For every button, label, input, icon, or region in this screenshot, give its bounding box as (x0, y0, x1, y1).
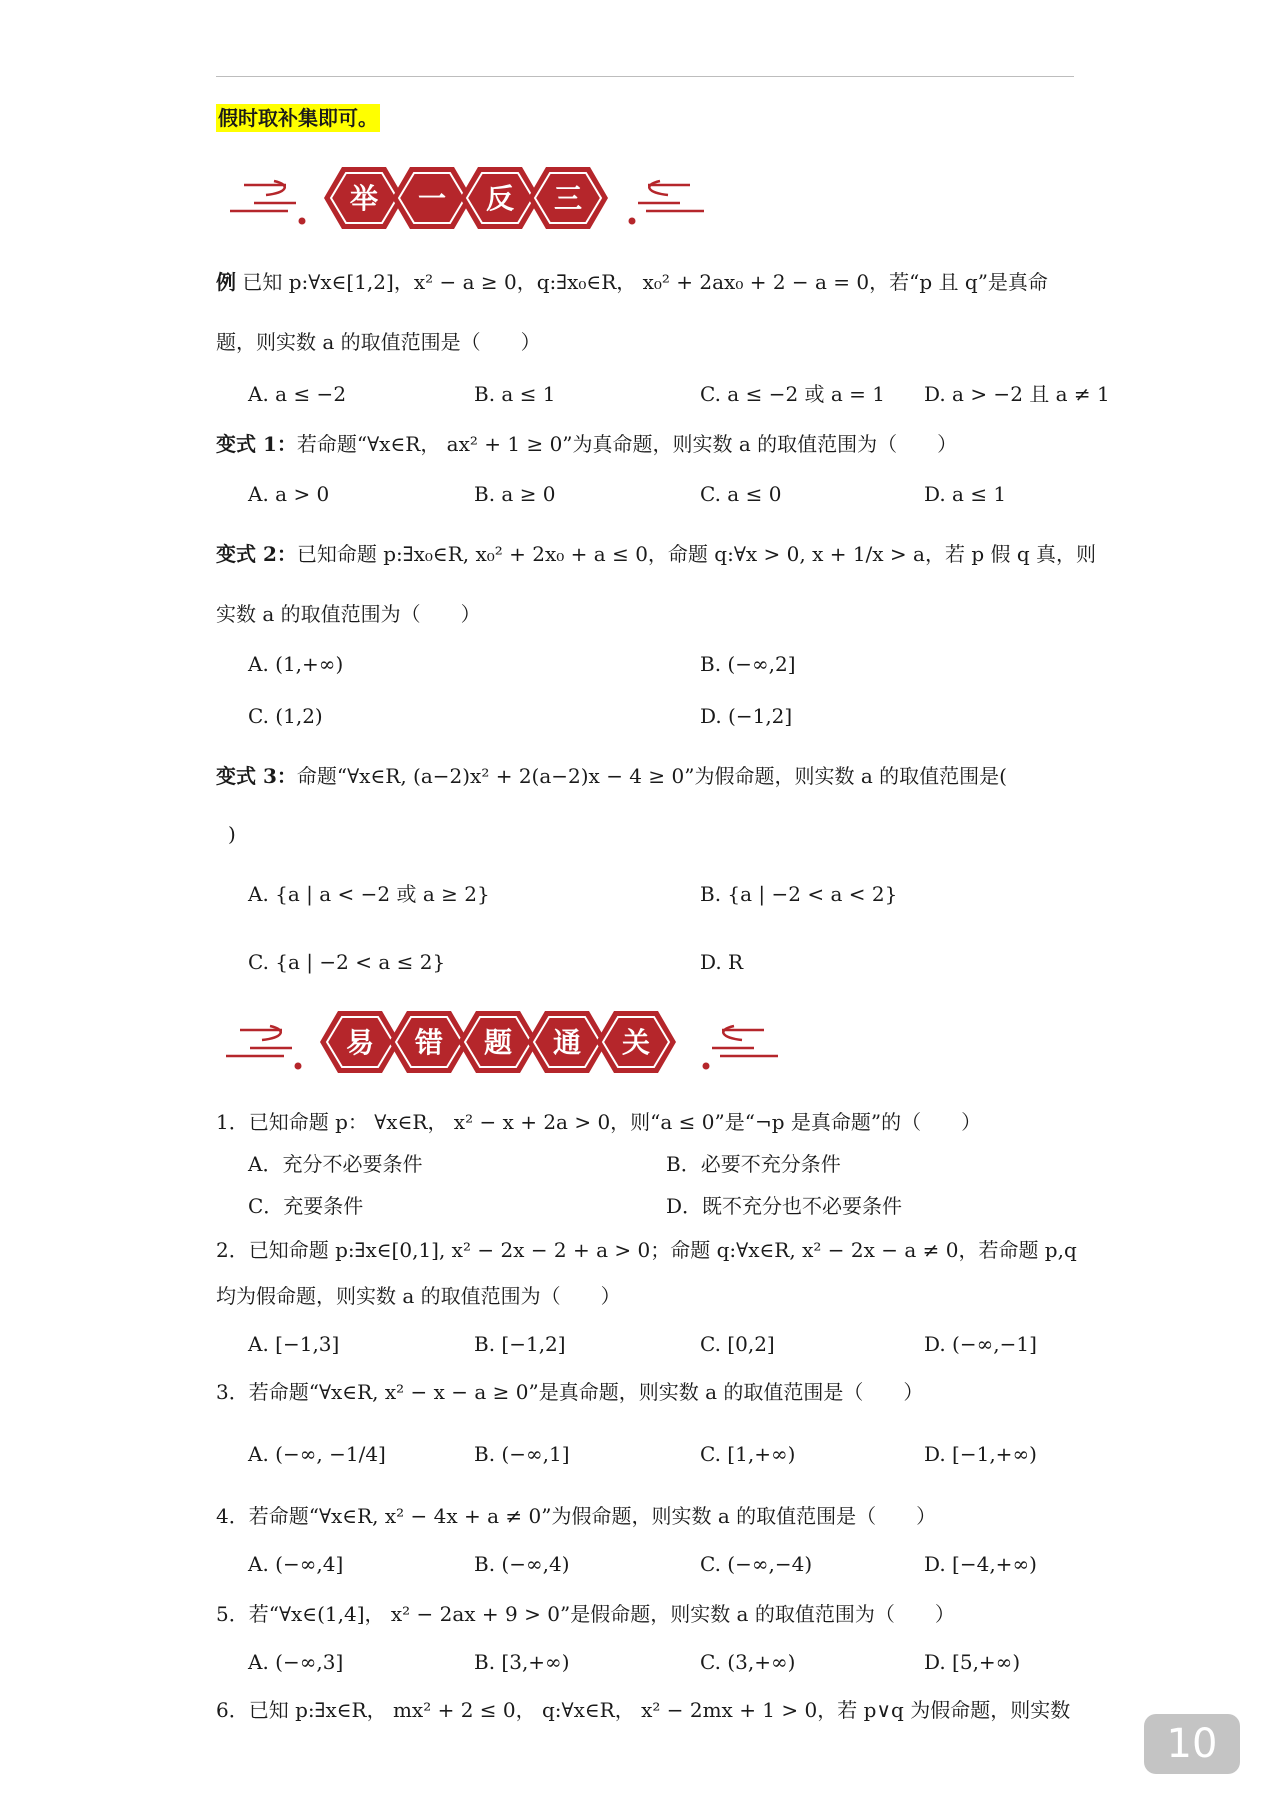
banner2-char: 题 (483, 1026, 513, 1059)
q4-option-c: C. (−∞,−4) (700, 1552, 813, 1576)
variant3-option-c: C. {a | −2 < a ≤ 2} (248, 950, 446, 974)
banner1-chars (324, 167, 608, 229)
example-line2: 题，则实数 a 的取值范围是（ ） (216, 330, 541, 354)
variant3-option-d: D. R (700, 950, 744, 974)
variant2-option-d: D. (−1,2] (700, 704, 793, 728)
variant2-option-b: B. (−∞,2] (700, 652, 796, 676)
variant2-line1: 变式 2：已知命题 p:∃x₀∈R, x₀² + 2x₀ + a ≤ 0，命题 q:∀x > 0, x + 1/x > a，若 p 假 q 真，则 (216, 542, 1097, 566)
variant1-option-b: B. a ≥ 0 (474, 482, 556, 506)
q1-option-b: B．必要不充分条件 (666, 1152, 841, 1176)
variant2-option-c: C. (1,2) (248, 704, 323, 728)
q2-option-c: C. [0,2] (700, 1332, 775, 1356)
q1-option-c: C．充要条件 (248, 1194, 364, 1218)
variant1-option-d: D. a ≤ 1 (924, 482, 1007, 506)
q4-option-b: B. (−∞,4) (474, 1552, 570, 1576)
banner2-char: 错 (414, 1026, 444, 1059)
banner1-char: 举 (349, 182, 379, 215)
q4-text: 4．若命题“∀x∈R, x² − 4x + a ≠ 0”为假命题，则实数 a 的取值范围是（ ） (216, 1504, 937, 1528)
q2-option-b: B. [−1,2] (474, 1332, 566, 1356)
banner-yi-cuo-ti-tong-guan (222, 1006, 782, 1076)
banner-ju-yi-fan-san (226, 163, 708, 233)
q1-option-d: D．既不充分也不必要条件 (666, 1194, 903, 1218)
q3-option-d: D. [−1,+∞) (924, 1442, 1037, 1466)
q2-line2: 均为假命题，则实数 a 的取值范围为（ ） (216, 1284, 621, 1308)
q4-option-d: D. [−4,+∞) (924, 1552, 1037, 1576)
banner2-char: 通 (552, 1026, 582, 1059)
example-option-b: B. a ≤ 1 (474, 382, 556, 406)
variant1-line: 变式 1：若命题“∀x∈R， ax² + 1 ≥ 0”为真命题，则实数 a 的取值范围为（ ） (216, 432, 958, 456)
q2-line1: 2．已知命题 p:∃x∈[0,1], x² − 2x − 2 + a > 0；命题 q:∀x∈R, x² − 2x − a ≠ 0，若命题 p,q (216, 1238, 1077, 1262)
variant3-line2: ) (228, 822, 236, 846)
q3-option-b: B. (−∞,1] (474, 1442, 570, 1466)
q1-option-a: A．充分不必要条件 (248, 1152, 423, 1176)
page-number-badge: 10 (1144, 1714, 1240, 1774)
q1-text: 1．已知命题 p： ∀x∈R， x² − x + 2a > 0，则“a ≤ 0”是“¬p 是真命题”的（ ） (216, 1110, 982, 1134)
q3-option-c: C. [1,+∞) (700, 1442, 796, 1466)
example-option-a: A. a ≤ −2 (248, 382, 347, 406)
q5-option-b: B. [3,+∞) (474, 1650, 570, 1674)
example-option-c: C. a ≤ −2 或 a = 1 (700, 382, 886, 406)
variant1-option-c: C. a ≤ 0 (700, 482, 782, 506)
variant3-option-a: A. {a | a < −2 或 a ≥ 2} (248, 882, 490, 906)
banner1-char: 三 (553, 182, 583, 215)
q5-option-d: D. [5,+∞) (924, 1650, 1021, 1674)
example-line1: 例 已知 p:∀x∈[1,2]，x² − a ≥ 0，q:∃x₀∈R， x₀² + 2ax₀ + 2 − a = 0，若“p 且 q”是真命 (216, 270, 1048, 294)
banner2-char: 关 (621, 1026, 651, 1059)
intro-highlight: 假时取补集即可。 (218, 106, 378, 130)
q5-text: 5．若“∀x∈(1,4]， x² − 2ax + 9 > 0”是假命题，则实数 a 的取值范围为（ ） (216, 1602, 955, 1626)
banner1-char: 一 (417, 182, 447, 215)
q4-option-a: A. (−∞,4] (248, 1552, 344, 1576)
variant2-option-a: A. (1,+∞) (248, 652, 344, 676)
variant3-line1: 变式 3：命题“∀x∈R, (a−2)x² + 2(a−2)x − 4 ≥ 0”为假命题，则实数 a 的取值范围是( (216, 764, 1007, 788)
q2-option-a: A. [−1,3] (248, 1332, 340, 1356)
variant1-option-a: A. a > 0 (248, 482, 330, 506)
q3-text: 3．若命题“∀x∈R, x² − x − a ≥ 0”是真命题，则实数 a 的取值范围是（ ） (216, 1380, 924, 1404)
q6-text: 6．已知 p:∃x∈R， mx² + 2 ≤ 0， q:∀x∈R， x² − 2mx + 1 > 0，若 p∨q 为假命题，则实数 (216, 1698, 1071, 1722)
q5-option-a: A. (−∞,3] (248, 1650, 344, 1674)
variant3-option-b: B. {a | −2 < a < 2} (700, 882, 898, 906)
q5-option-c: C. (3,+∞) (700, 1650, 796, 1674)
header-rule (216, 76, 1074, 77)
q2-option-d: D. (−∞,−1] (924, 1332, 1037, 1356)
q3-option-a: A. (−∞, −1/4] (248, 1442, 386, 1466)
example-option-d: D. a > −2 且 a ≠ 1 (924, 382, 1110, 406)
banner2-char: 易 (345, 1026, 375, 1059)
banner1-char: 反 (485, 182, 515, 215)
variant2-line2: 实数 a 的取值范围为（ ） (216, 602, 481, 626)
